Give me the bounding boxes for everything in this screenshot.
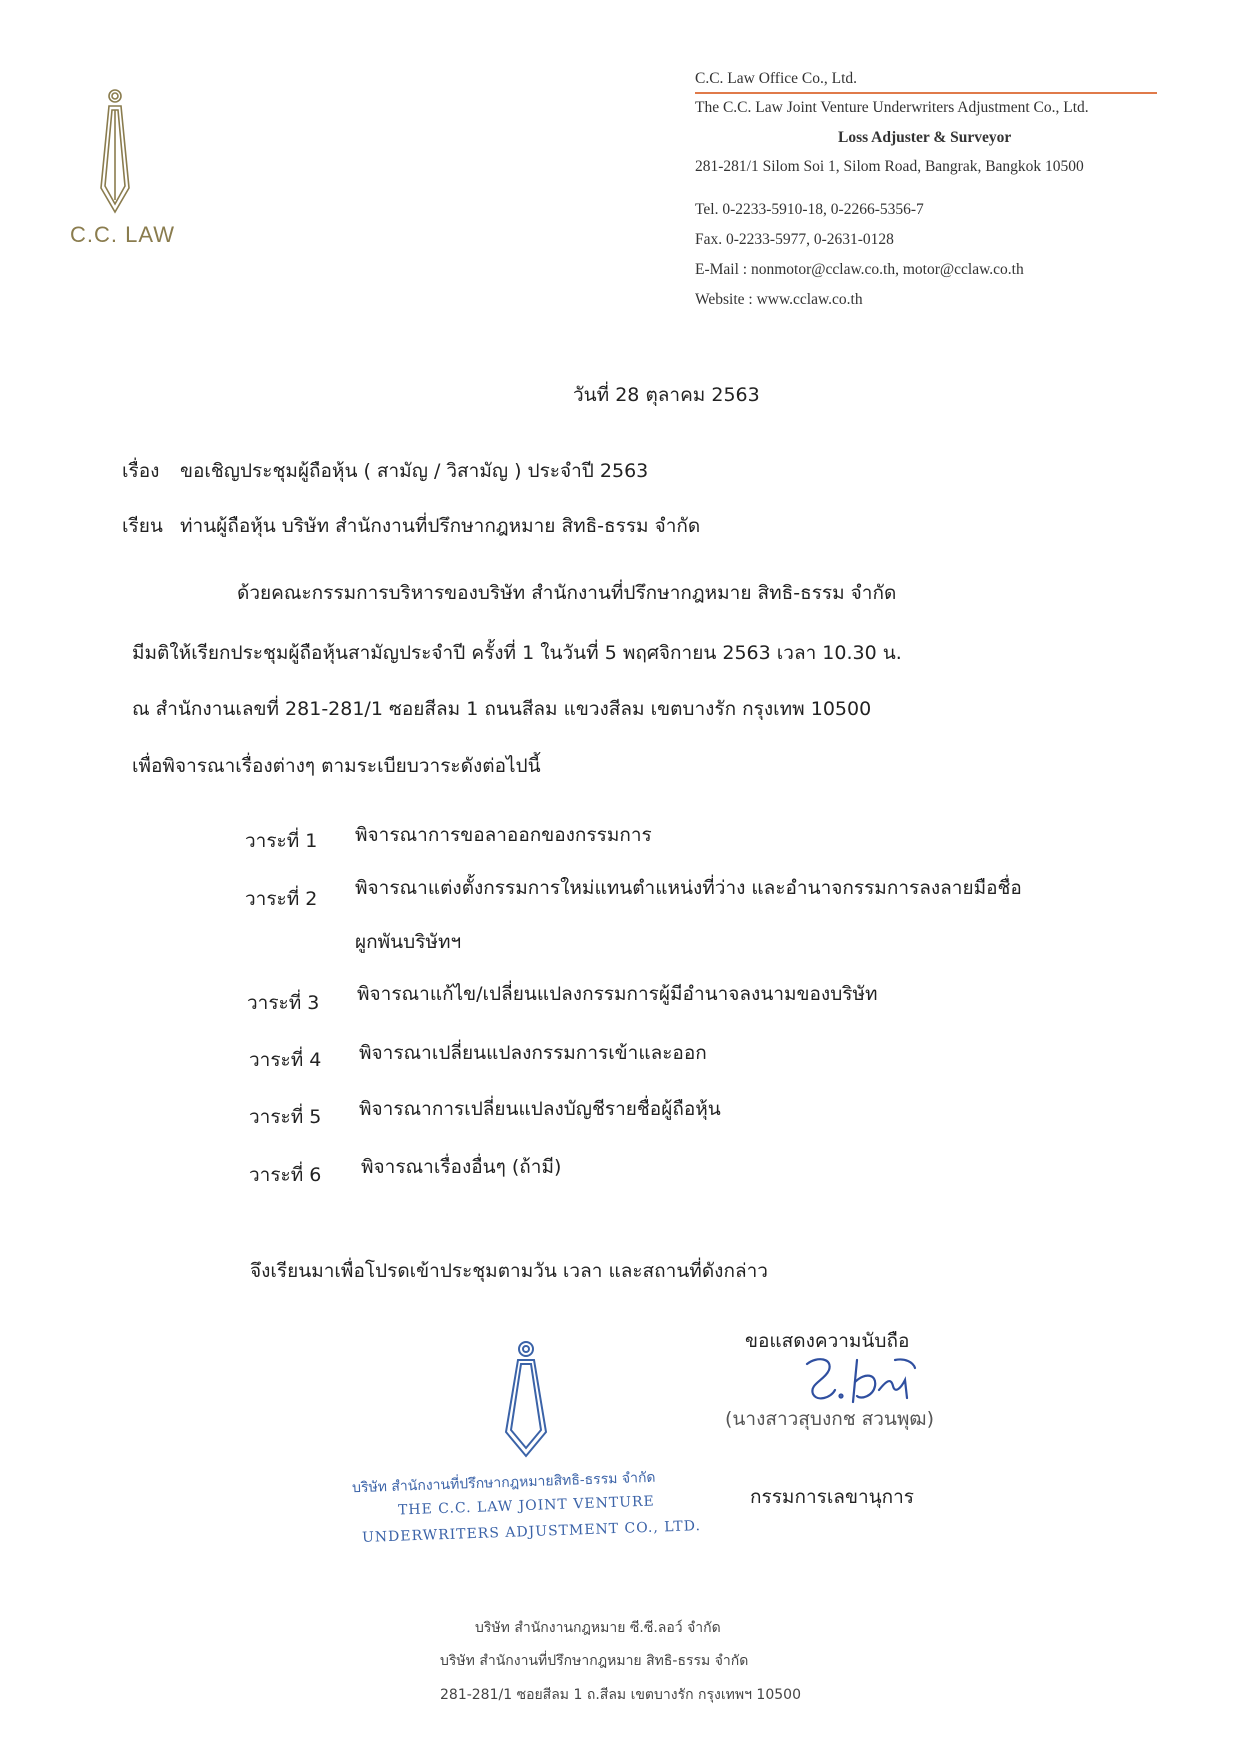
- agenda-text: พิจารณาแก้ไข/เปลี่ยนแปลงกรรมการผู้มีอำนาจลงนามของบริษัท: [357, 983, 878, 1005]
- body-paragraph-4: เพื่อพิจารณาเรื่องต่างๆ ตามระเบียบวาระดังต่อไปนี้: [132, 755, 541, 777]
- subject-label: เรื่อง: [122, 460, 160, 482]
- agenda-text: พิจารณาการขอลาออกของกรรมการ: [355, 824, 652, 846]
- signature-image: [795, 1350, 985, 1410]
- header-divider: [695, 92, 1157, 94]
- joint-venture-name: The C.C. Law Joint Venture Underwriters Adjustment Co., Ltd.: [695, 99, 1089, 116]
- signer-position: กรรมการเลขานุการ: [750, 1486, 914, 1508]
- company-role: Loss Adjuster & Surveyor: [838, 129, 1012, 146]
- agenda-number: วาระที่ 5: [249, 1106, 322, 1128]
- company-address: 281-281/1 Silom Soi 1, Silom Road, Bangrak, Bangkok 10500: [695, 158, 1084, 175]
- company-website: Website : www.cclaw.co.th: [695, 291, 863, 308]
- regards: ขอแสดงความนับถือ: [745, 1330, 910, 1352]
- stamp-line-thai: บริษัท สำนักงานที่ปรึกษากฎหมายสิทธิ-ธรรม จำกัด: [351, 1469, 656, 1497]
- body-paragraph-2: มีมติให้เรียกประชุมผู้ถือหุ้นสามัญประจำปี ครั้งที่ 1 ในวันที่ 5 พฤศจิกายน 2563 เวลา 10.30 น.: [132, 642, 902, 664]
- company-tel: Tel. 0-2233-5910-18, 0-2266-5356-7: [695, 201, 924, 218]
- company-fax: Fax. 0-2233-5977, 0-2631-0128: [695, 231, 894, 248]
- signer-name: (นางสาวสุบงกช สวนพุฒ): [725, 1408, 935, 1430]
- tie-logo-icon: [95, 88, 135, 216]
- footer-line-2: บริษัท สำนักงานที่ปรึกษากฎหมาย สิทธิ-ธรรม จำกัด: [440, 1653, 749, 1669]
- logo-text: C.C. LAW: [70, 222, 175, 247]
- company-email: E-Mail : nonmotor@cclaw.co.th, motor@cclaw.co.th: [695, 261, 1024, 278]
- agenda-text: พิจารณาเปลี่ยนแปลงกรรมการเข้าและออก: [359, 1042, 707, 1064]
- agenda-number: วาระที่ 1: [245, 830, 318, 852]
- agenda-number: วาระที่ 4: [249, 1049, 322, 1071]
- body-paragraph-3: ณ สำนักงานเลขที่ 281-281/1 ซอยสีลม 1 ถนนสีลม แขวงสีลม เขตบางรัก กรุงเทพ 10500: [132, 698, 872, 720]
- letter-date: วันที่ 28 ตุลาคม 2563: [573, 384, 760, 406]
- agenda-text-continued: ผูกพันบริษัทฯ: [355, 931, 462, 953]
- agenda-number: วาระที่ 6: [249, 1164, 322, 1186]
- agenda-number: วาระที่ 2: [245, 888, 318, 910]
- agenda-number: วาระที่ 3: [247, 992, 320, 1014]
- stamp-tie-icon: [496, 1340, 556, 1460]
- agenda-text: พิจารณาเรื่องอื่นๆ (ถ้ามี): [361, 1156, 562, 1178]
- subject-text: ขอเชิญประชุมผู้ถือหุ้น ( สามัญ / วิสามัญ ) ประจำปี 2563: [180, 460, 649, 482]
- stamp-line-english-2: UNDERWRITERS ADJUSTMENT CO., LTD.: [361, 1518, 702, 1546]
- company-name: C.C. Law Office Co., Ltd.: [695, 70, 858, 87]
- body-paragraph-1: ด้วยคณะกรรมการบริหารของบริษัท สำนักงานที่ปรึกษากฎหมาย สิทธิ-ธรรม จำกัด: [237, 582, 897, 604]
- recipient-label: เรียน: [122, 515, 163, 537]
- agenda-text: พิจารณาแต่งตั้งกรรมการใหม่แทนตำแหน่งที่ว่าง และอำนาจกรรมการลงลายมือชื่อ: [355, 877, 1022, 899]
- recipient-text: ท่านผู้ถือหุ้น บริษัท สำนักงานที่ปรึกษากฎหมาย สิทธิ-ธรรม จำกัด: [180, 515, 701, 537]
- agenda-text: พิจารณาการเปลี่ยนแปลงบัญชีรายชื่อผู้ถือหุ้น: [359, 1098, 721, 1120]
- footer-line-3: 281-281/1 ซอยสีลม 1 ถ.สีลม เขตบางรัก กรุงเทพฯ 10500: [440, 1687, 801, 1703]
- footer-line-1: บริษัท สำนักงานกฎหมาย ซี.ซี.ลอว์ จำกัด: [475, 1620, 721, 1636]
- stamp-line-english-1: THE C.C. LAW JOINT VENTURE: [397, 1493, 656, 1519]
- closing-sentence: จึงเรียนมาเพื่อโปรดเข้าประชุมตามวัน เวลา และสถานที่ดังกล่าว: [250, 1260, 768, 1282]
